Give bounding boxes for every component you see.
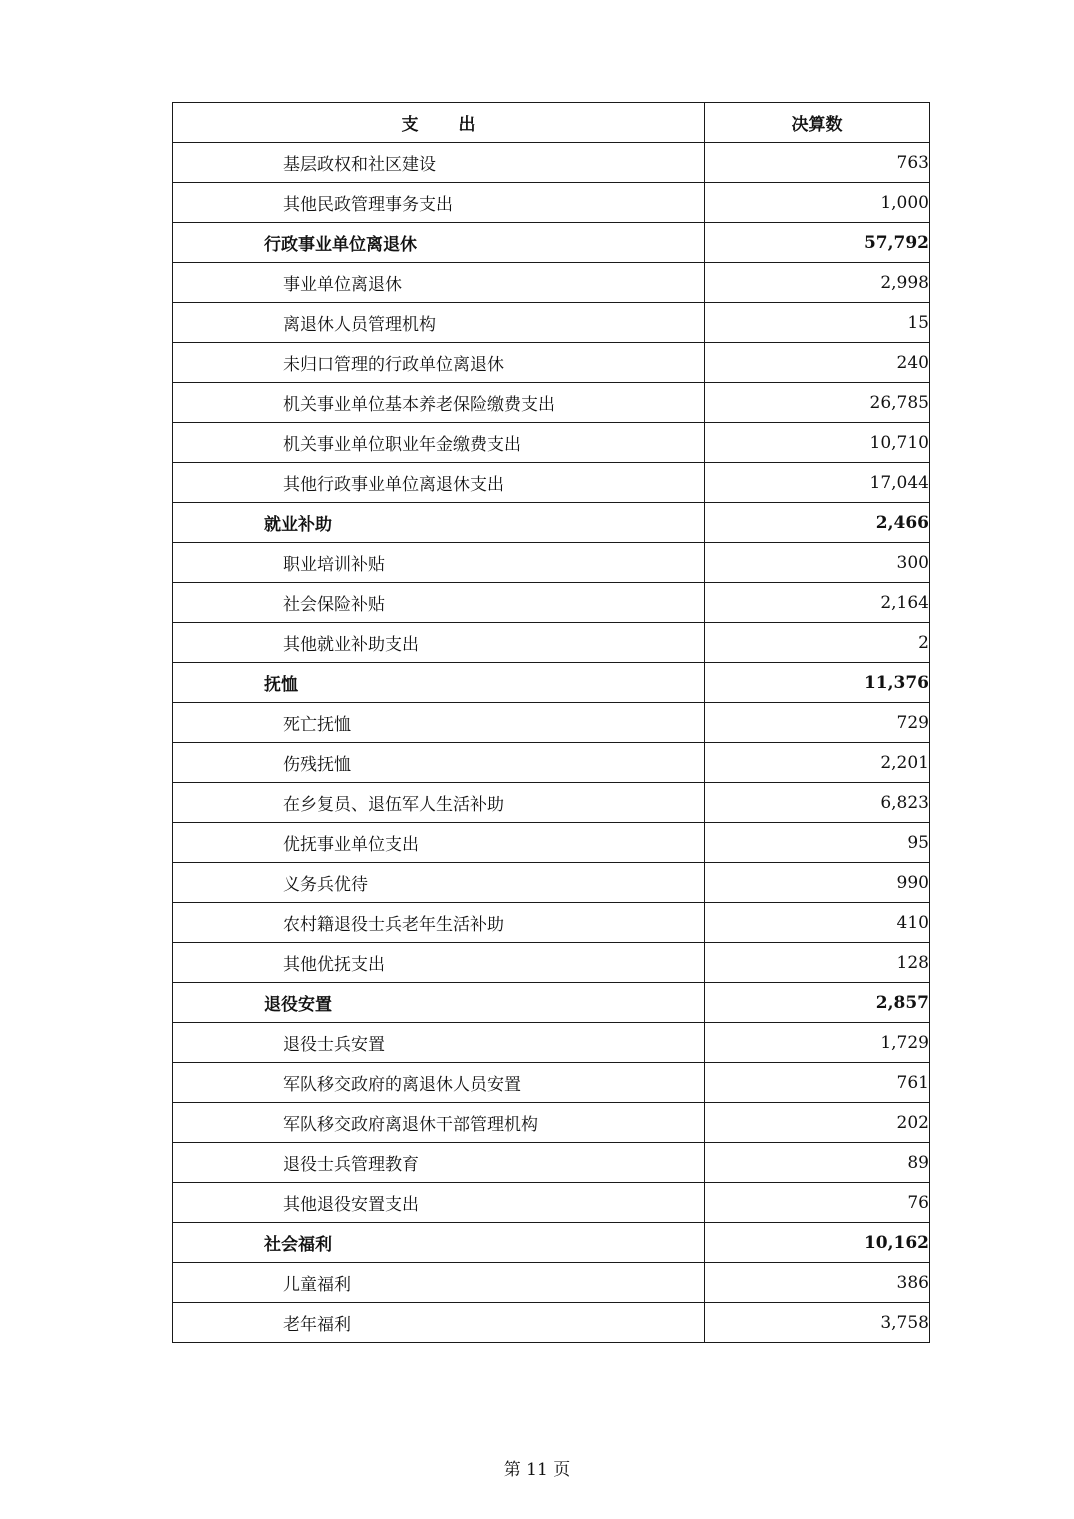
item-name: 未归口管理的行政单位离退休 [173, 343, 705, 383]
item-amount: 2,201 [705, 743, 930, 783]
item-amount: 202 [705, 1103, 930, 1143]
item-amount: 128 [705, 943, 930, 983]
item-amount: 10,710 [705, 423, 930, 463]
table-row [173, 543, 930, 583]
table-row [173, 943, 930, 983]
item-name: 优抚事业单位支出 [173, 823, 705, 863]
item-name: 其他行政事业单位离退休支出 [173, 463, 705, 503]
item-amount: 2,164 [705, 583, 930, 623]
item-name: 义务兵优待 [173, 863, 705, 903]
item-amount: 89 [705, 1143, 930, 1183]
item-name: 伤残抚恤 [173, 743, 705, 783]
table-row [173, 423, 930, 463]
item-amount: 1,729 [705, 1023, 930, 1063]
item-name: 农村籍退役士兵老年生活补助 [173, 903, 705, 943]
table-row [173, 783, 930, 823]
item-amount: 76 [705, 1183, 930, 1223]
table-row [173, 903, 930, 943]
table-row [173, 1143, 930, 1183]
item-name: 其他民政管理事务支出 [173, 183, 705, 223]
table-row [173, 1183, 930, 1223]
table-row [173, 183, 930, 223]
item-amount: 300 [705, 543, 930, 583]
table-row [173, 863, 930, 903]
item-amount: 1,000 [705, 183, 930, 223]
item-name: 社会福利 [173, 1223, 705, 1263]
item-name: 死亡抚恤 [173, 703, 705, 743]
category-row [173, 223, 930, 263]
item-name: 抚恤 [173, 663, 705, 703]
item-amount: 2 [705, 623, 930, 663]
table-row [173, 463, 930, 503]
table-row [173, 343, 930, 383]
item-name: 机关事业单位职业年金缴费支出 [173, 423, 705, 463]
item-name: 基层政权和社区建设 [173, 143, 705, 183]
item-amount: 2,998 [705, 263, 930, 303]
table-row [173, 303, 930, 343]
item-name: 社会保险补贴 [173, 583, 705, 623]
item-amount: 2,466 [705, 503, 930, 543]
item-name: 行政事业单位离退休 [173, 223, 705, 263]
item-amount: 761 [705, 1063, 930, 1103]
item-name: 其他优抚支出 [173, 943, 705, 983]
table-row [173, 823, 930, 863]
item-amount: 729 [705, 703, 930, 743]
item-name: 在乡复员、退伍军人生活补助 [173, 783, 705, 823]
item-amount: 410 [705, 903, 930, 943]
item-amount: 11,376 [705, 663, 930, 703]
table-row [173, 1023, 930, 1063]
item-amount: 26,785 [705, 383, 930, 423]
table-row [173, 743, 930, 783]
table-row [173, 263, 930, 303]
table-row [173, 1263, 930, 1303]
item-amount: 240 [705, 343, 930, 383]
table-row [173, 583, 930, 623]
header-final-amount: 决算数 [705, 103, 930, 143]
item-amount: 57,792 [705, 223, 930, 263]
item-amount: 6,823 [705, 783, 930, 823]
table-row [173, 623, 930, 663]
category-row [173, 1223, 930, 1263]
item-name: 退役安置 [173, 983, 705, 1023]
table-row [173, 143, 930, 183]
item-amount: 95 [705, 823, 930, 863]
item-amount: 2,857 [705, 983, 930, 1023]
category-row [173, 983, 930, 1023]
header-expenditure: 支 出 [173, 103, 705, 143]
item-name: 其他退役安置支出 [173, 1183, 705, 1223]
table-row [173, 383, 930, 423]
table-row [173, 703, 930, 743]
item-amount: 10,162 [705, 1223, 930, 1263]
category-row [173, 503, 930, 543]
item-name: 机关事业单位基本养老保险缴费支出 [173, 383, 705, 423]
item-amount: 3,758 [705, 1303, 930, 1343]
item-amount: 763 [705, 143, 930, 183]
item-name: 职业培训补贴 [173, 543, 705, 583]
item-name: 退役士兵管理教育 [173, 1143, 705, 1183]
item-name: 老年福利 [173, 1303, 705, 1343]
item-name: 儿童福利 [173, 1263, 705, 1303]
category-row [173, 663, 930, 703]
item-name: 退役士兵安置 [173, 1023, 705, 1063]
page-number: 第 11 页 [503, 1460, 571, 1480]
item-amount: 990 [705, 863, 930, 903]
item-name: 就业补助 [173, 503, 705, 543]
item-amount: 15 [705, 303, 930, 343]
item-name: 事业单位离退休 [173, 263, 705, 303]
item-name: 其他就业补助支出 [173, 623, 705, 663]
table-row [173, 1303, 930, 1343]
item-amount: 17,044 [705, 463, 930, 503]
table-row [173, 1063, 930, 1103]
item-name: 军队移交政府离退休干部管理机构 [173, 1103, 705, 1143]
item-name: 军队移交政府的离退休人员安置 [173, 1063, 705, 1103]
item-name: 离退休人员管理机构 [173, 303, 705, 343]
item-amount: 386 [705, 1263, 930, 1303]
table-row [173, 1103, 930, 1143]
expenditure-table [172, 102, 930, 1343]
table-header-row [173, 103, 930, 143]
